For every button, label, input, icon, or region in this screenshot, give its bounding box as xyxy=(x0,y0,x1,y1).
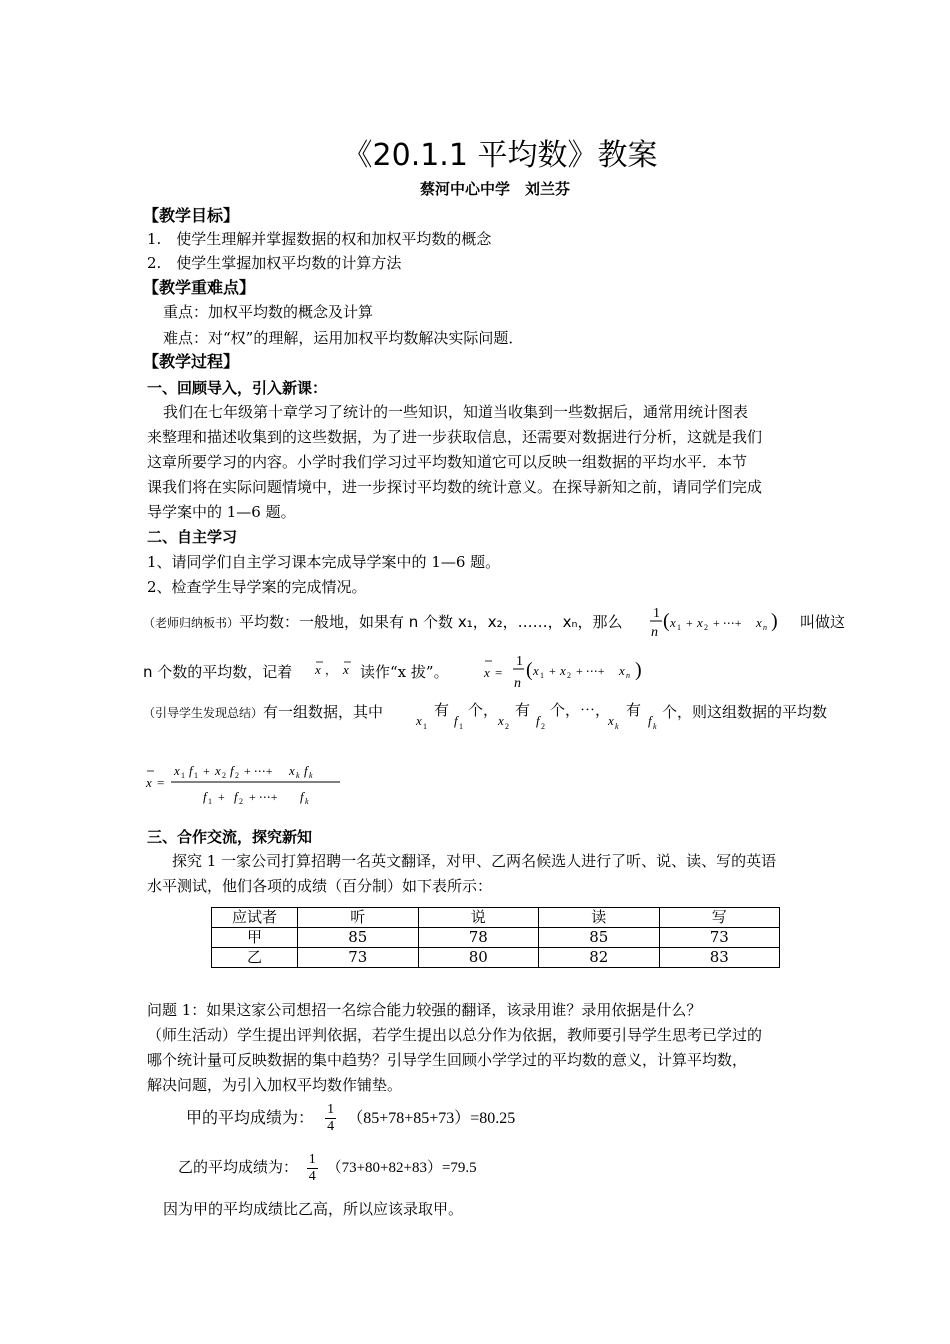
svg-text:x: x xyxy=(560,663,566,678)
svg-text:+ ⋯+: + ⋯+ xyxy=(244,764,273,778)
svg-text:k: k xyxy=(653,722,657,731)
svg-text:x: x xyxy=(608,713,614,728)
weighted-end: 个，则这组数据的平均数 xyxy=(662,703,828,721)
weighted-counts xyxy=(412,695,682,739)
table-cell: 82 xyxy=(539,948,659,968)
list-item: 1、请同学们自主学习课本完成导学案中的 1—6 题。 xyxy=(147,553,501,571)
svg-text:): ) xyxy=(771,610,778,632)
mean-formula-2 xyxy=(482,651,672,697)
paragraph-line: 导学案中的 1—6 题。 xyxy=(147,503,296,521)
svg-text:1: 1 xyxy=(516,654,523,669)
paragraph-line: 哪个统计量可反映数据的集中趋势？引导学生回顾小学学过的平均数的意义，计算平均数， xyxy=(147,1051,748,1069)
svg-text:2: 2 xyxy=(704,623,708,632)
svg-text:1: 1 xyxy=(181,771,185,780)
svg-text:f: f xyxy=(648,713,652,728)
fraction-denominator: 4 xyxy=(308,1168,316,1184)
paragraph-line: 解决问题，为引入加权平均数作铺垫。 xyxy=(147,1076,403,1094)
svg-text:f: f xyxy=(454,713,458,728)
svg-text:有: 有 xyxy=(626,701,642,719)
table-cell: 85 xyxy=(298,928,418,948)
svg-text:f: f xyxy=(536,713,540,728)
svg-text:x: x xyxy=(484,665,490,680)
x-bar-symbols xyxy=(314,652,364,684)
svg-text:(: ( xyxy=(526,659,533,681)
paragraph-line: 我们在七年级第十章学习了统计的一些知识，知道当收集到一些数据后，通常用统计图表 xyxy=(163,403,749,421)
svg-text:x: x xyxy=(416,713,422,728)
weighted-mean-svg xyxy=(143,757,353,812)
table-cell: 85 xyxy=(539,928,659,948)
definition-text-2: n 个数的平均数，记着 xyxy=(143,663,293,681)
svg-text:，: ， xyxy=(325,663,338,677)
conclusion: 因为甲的平均成绩比乙高，所以应该录取甲。 xyxy=(163,1200,464,1218)
paragraph-line: 水平测试，他们各项的成绩（百分制）如下表所示： xyxy=(147,877,493,895)
svg-text:f: f xyxy=(189,763,193,778)
table-header-cell: 写 xyxy=(659,908,780,928)
paragraph-line: 课我们将在实际问题情境中，进一步探讨平均数的统计意义。在探导新知之前，请同学们完成 xyxy=(147,478,763,496)
table-cell: 78 xyxy=(418,928,538,948)
page-title: 《20.1.1 平均数》教案 xyxy=(342,138,658,173)
svg-text:2: 2 xyxy=(239,797,243,806)
x-bar-reading: 读作“x 拔”。 xyxy=(360,663,449,681)
definition-text: 平均数：一般地，如果有 n 个数 x₁，x₂，……，xₙ，那么 xyxy=(239,613,623,631)
weighted-counts-svg xyxy=(412,695,682,735)
svg-text:x: x xyxy=(697,615,703,630)
svg-text:f: f xyxy=(234,789,238,804)
scores-table xyxy=(211,907,780,968)
svg-text:1: 1 xyxy=(423,722,427,731)
svg-text:f: f xyxy=(304,763,308,778)
svg-text:1: 1 xyxy=(653,606,660,621)
table-cell: 83 xyxy=(659,948,780,968)
svg-text:1: 1 xyxy=(194,771,198,780)
svg-text:+: + xyxy=(686,616,693,630)
x-bar-svg xyxy=(314,652,364,680)
svg-text:x: x xyxy=(146,775,152,790)
svg-text:): ) xyxy=(635,659,642,681)
jia-label: 甲的平均成绩为： xyxy=(186,1108,315,1127)
svg-text:x: x xyxy=(289,763,295,778)
table-cell: 73 xyxy=(659,928,780,948)
table-row xyxy=(212,928,780,948)
svg-text:有: 有 xyxy=(515,701,531,719)
svg-text:x: x xyxy=(670,615,676,630)
yi-average-line xyxy=(178,1149,477,1186)
paragraph-line: 探究 1 一家公司打算招聘一名英文翻译，对甲、乙两名候选人进行了听、说、读、写的英语 xyxy=(172,852,777,870)
svg-text:k: k xyxy=(309,771,313,780)
svg-text:n: n xyxy=(763,623,767,632)
paragraph-line: 来整理和描述收集到的这些数据，为了进一步获取信息，还需要对数据进行分析，这就是我们 xyxy=(147,428,763,446)
svg-text:有: 有 xyxy=(434,701,450,719)
svg-text:+ ⋯+: + ⋯+ xyxy=(249,790,278,804)
process-heading: 【教学过程】 xyxy=(143,352,240,371)
weighted-mean-formula xyxy=(143,757,353,816)
table-header-cell: 听 xyxy=(298,908,418,928)
table-header-cell: 应试者 xyxy=(212,908,298,928)
svg-text:x: x xyxy=(215,763,221,778)
mean-formula-svg xyxy=(650,603,795,645)
objective-item: 1. 使学生理解并掌握数据的权和加权平均数的概念 xyxy=(147,230,492,248)
svg-text:f: f xyxy=(300,789,304,804)
svg-text:+: + xyxy=(218,790,225,804)
svg-text:个，⋯，: 个，⋯， xyxy=(550,701,611,719)
table-header-cell: 说 xyxy=(418,908,538,928)
table-cell: 甲 xyxy=(212,928,298,948)
table-header-row xyxy=(212,908,780,928)
key-point: 重点：加权平均数的概念及计算 xyxy=(163,303,374,321)
difficulties-heading: 【教学重难点】 xyxy=(143,278,256,297)
table-cell: 73 xyxy=(298,948,418,968)
svg-text:x: x xyxy=(174,763,180,778)
svg-text:+: + xyxy=(203,764,210,778)
svg-text:2: 2 xyxy=(567,671,571,680)
svg-text:x: x xyxy=(619,663,625,678)
table-header-cell: 读 xyxy=(539,908,659,928)
svg-text:2: 2 xyxy=(505,722,509,731)
objective-item: 2. 使学生掌握加权平均数的计算方法 xyxy=(147,254,402,272)
svg-text:x: x xyxy=(533,663,539,678)
svg-text:+ ⋯+: + ⋯+ xyxy=(713,616,742,630)
svg-text:=: = xyxy=(157,775,165,790)
svg-text:1: 1 xyxy=(540,671,544,680)
svg-text:n: n xyxy=(651,625,658,640)
svg-text:1: 1 xyxy=(208,797,212,806)
svg-text:n: n xyxy=(514,676,521,691)
definition-line-2 xyxy=(143,661,292,682)
mean-formula xyxy=(650,603,795,649)
yi-label: 乙的平均成绩为： xyxy=(178,1158,299,1176)
svg-text:1: 1 xyxy=(459,722,463,731)
objectives-heading: 【教学目标】 xyxy=(143,206,240,225)
svg-text:k: k xyxy=(296,771,300,780)
section-1-title: 一、回顾导入，引入新课： xyxy=(147,379,328,397)
table-cell: 乙 xyxy=(212,948,298,968)
table-cell: 80 xyxy=(418,948,538,968)
weighted-text: 有一组数据，其中 xyxy=(263,703,384,721)
mean-formula-2-svg xyxy=(482,651,672,693)
svg-text:x: x xyxy=(498,713,504,728)
definition-line xyxy=(143,611,622,632)
paragraph-line: 这章所要学习的内容。小学时我们学习过平均数知道它可以反映一组数据的平均水平．本节 xyxy=(147,453,748,471)
svg-text:=: = xyxy=(495,665,503,680)
svg-text:f: f xyxy=(230,763,234,778)
svg-text:f: f xyxy=(203,789,207,804)
guide-note: （引导学生发现总结） xyxy=(143,706,264,720)
svg-text:2: 2 xyxy=(235,771,239,780)
svg-text:x: x xyxy=(756,615,762,630)
definition-end: 叫做这 xyxy=(800,613,846,631)
list-item: 2、检查学生导学案的完成情况。 xyxy=(147,578,367,596)
svg-text:2: 2 xyxy=(541,722,545,731)
svg-text:k: k xyxy=(305,797,309,806)
fraction-numerator: 1 xyxy=(308,1151,316,1167)
section-3-title: 三、合作交流，探究新知 xyxy=(147,828,313,846)
weighted-line xyxy=(143,701,383,722)
fraction xyxy=(325,1102,336,1135)
svg-text:2: 2 xyxy=(222,771,226,780)
fraction-numerator: 1 xyxy=(327,1102,335,1117)
author-line: 蔡河中心中学 刘兰芬 xyxy=(419,180,570,198)
section-2-title: 二、自主学习 xyxy=(147,528,238,546)
hard-point: 难点：对“权”的理解，运用加权平均数解决实际问题． xyxy=(163,329,524,347)
question-1: 问题 1：如果这家公司想招一名综合能力较强的翻译，该录用谁？录用依据是什么？ xyxy=(147,1001,702,1019)
table-row xyxy=(212,948,780,968)
svg-text:(: ( xyxy=(663,610,670,632)
svg-text:x: x xyxy=(315,662,321,677)
svg-text:+ ⋯+: + ⋯+ xyxy=(576,664,605,678)
svg-text:n: n xyxy=(626,671,630,680)
yi-calculation: （73+80+82+83）=79.5 xyxy=(326,1160,477,1176)
fraction xyxy=(307,1152,318,1185)
svg-text:个，: 个， xyxy=(468,701,499,719)
jia-calculation: （85+78+85+73）=80.25 xyxy=(347,1110,516,1127)
fraction-denominator: 4 xyxy=(327,1119,335,1134)
svg-text:k: k xyxy=(615,722,619,731)
svg-text:x: x xyxy=(343,662,349,677)
teacher-note: （老师归纳板书） xyxy=(143,616,240,630)
paragraph-line: （师生活动）学生提出评判依据，若学生提出以总分作为依据，教师要引导学生思考已学过的 xyxy=(147,1026,763,1044)
svg-text:1: 1 xyxy=(677,623,681,632)
svg-text:+: + xyxy=(549,664,556,678)
jia-average-line xyxy=(186,1100,515,1137)
